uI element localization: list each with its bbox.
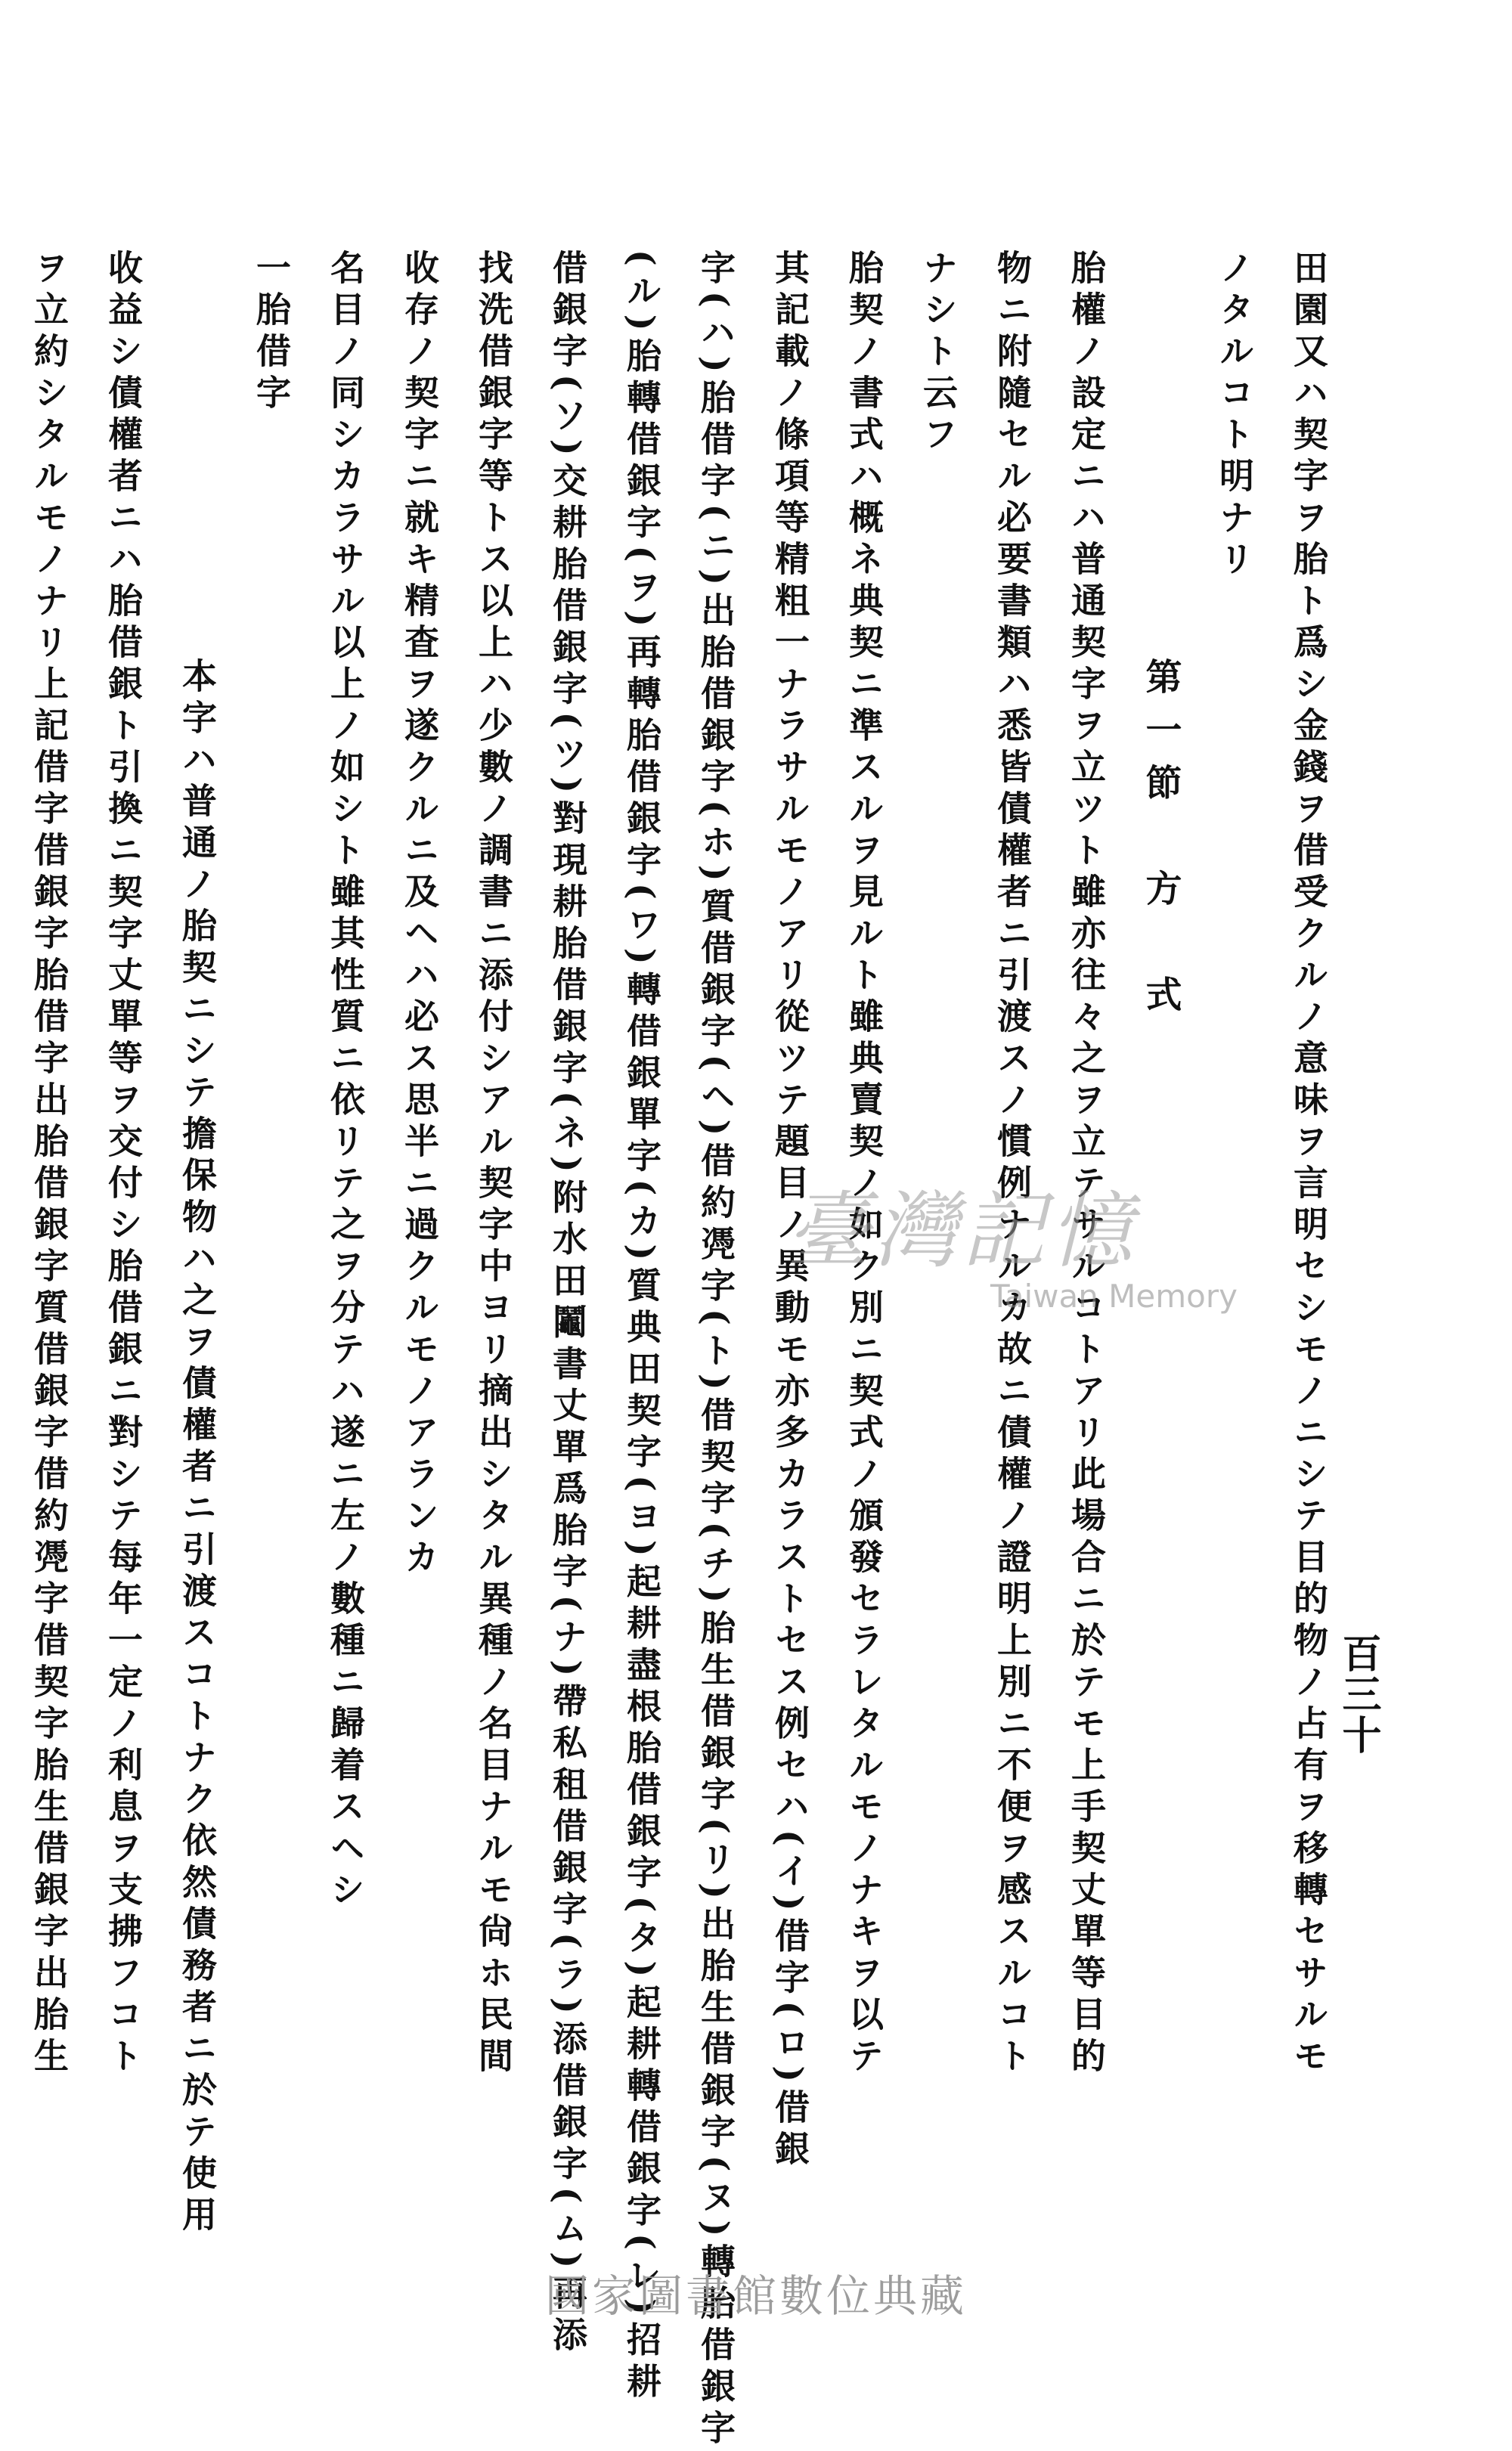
text-column-19 <box>0 249 12 2079</box>
taiwan-memory-watermark <box>786 1164 1240 1315</box>
text-column-12: 找洗借銀字等トス以上ハ少數ノ調書ニ添付シアル契字中ヨリ摘出シタル異種ノ名目ナルモ尙ホ民間 <box>473 249 514 2079</box>
text-column-4: 胎權ノ設定ニハ普通契字ヲ立ツト雖亦往々之ヲ立テサルコトアリ此場合ニ於テモ上手契丈單等目的 <box>1066 249 1107 2079</box>
text-column-16: 本字ハ普通ノ胎契ニシテ擔保物ハ之ヲ債權者ニ引渡スコトナク依然債務者ニ於テ使用 <box>177 658 218 2238</box>
text-column-17: 收益シ債權者ニハ胎借銀ト引換ニ契字丈單等ヲ交付シ胎借銀ニ對シテ每年一定ノ利息ヲ支拂フコト <box>103 249 144 2079</box>
footer-collection-label: 國家圖書館數位典藏 <box>544 2270 967 2322</box>
text-column-5: 物ニ附隨セル必要書類ハ悉皆債權者ニ引渡スノ慣例ナルカ故ニ債權ノ證明上別ニ不便ヲ感スルコト <box>992 249 1033 2079</box>
text-column-8: 其記載ノ條項等精粗一ナラサルモノアリ從ツテ題目ノ異動モ亦多カラストセス例セハ(イ)借字(ロ)借銀 <box>770 249 810 2173</box>
text-column-6: ナシト云フ <box>918 249 959 457</box>
section-heading: 第一節 方 式 <box>1139 658 1182 1028</box>
text-column-13: 收存ノ契字ニ就キ精査ヲ遂クルニ及ヘハ必ス思半ニ過クルモノアランカ <box>399 249 440 1580</box>
text-column-7: 胎契ノ書式ハ概ネ典契ニ準スルヲ見ルト雖典賣契ノ如ク別ニ契式ノ頒發セラレタルモノナキヲ以テ <box>844 249 885 2079</box>
text-column-2: ノタルコト明ナリ <box>1214 249 1255 582</box>
text-column-10: (ル)胎轉借銀字(ヲ)再轉胎借銀字(ワ)轉借銀單字(カ)質典田契字(ヨ)起耕盡根胎借銀字(タ)起耕轉借銀字(レ)招耕 <box>621 249 662 2405</box>
text-column-9: 字(ハ)胎借字(ニ)出胎借銀字(ホ)質借銀字(ヘ)借約凴字(ト)借契字(チ)胎生借銀字(リ)出胎生借銀字(ヌ)轉胎借銀字 <box>696 249 736 2451</box>
text-column-14: 名目ノ同シカラサル以上ノ如シト雖其性質ニ依リテ之ヲ分テハ遂ニ左ノ數種ニ歸着スヘシ <box>325 249 366 1913</box>
text-column-18: ヲ立約シタルモノナリ上記借字借銀字胎借字出胎借銀字質借銀字借約凴字借契字胎生借銀字出胎生 <box>29 249 70 2079</box>
page-number: 百三十 <box>1335 1633 1381 1755</box>
text-column-15: 一胎借字 <box>251 249 292 416</box>
watermark-title: 臺灣記憶 <box>786 1182 1137 1279</box>
text-column-11: 借銀字(ソ)交耕胎借銀字(ツ)對現耕胎借銀字(ネ)附水田鬮書丈單爲胎字(ナ)帶私租借銀字(ラ)添借銀字(ム)再添 <box>547 249 588 2359</box>
text-column-1: 田園又ハ契字ヲ胎ト爲シ金錢ヲ借受クルノ意味ヲ言明セシモノニシテ目的物ノ占有ヲ移轉セサルモ <box>1288 249 1329 2079</box>
watermark-subtitle: Taiwan Memory <box>990 1278 1238 1315</box>
